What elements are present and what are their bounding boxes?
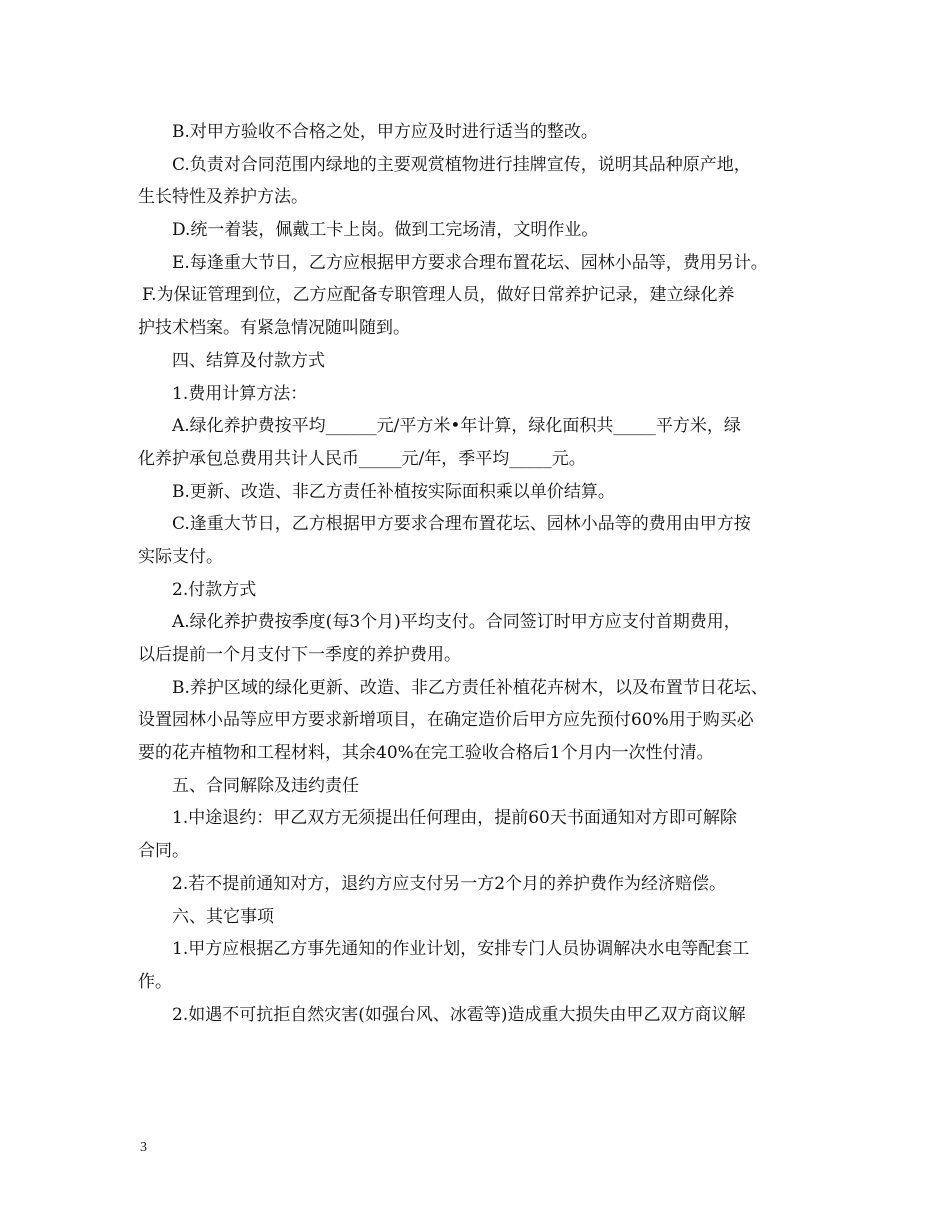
- text-line: A.绿化养护费按平均______元/平方米•年计算，绿化面积共_____平方米，绿: [172, 416, 741, 437]
- text-line: 1.甲方应根据乙方事先通知的作业计划，安排专门人员协调解决水电等配套工: [172, 939, 750, 960]
- text-line: 2.如遇不可抗拒自然灾害(如强台风、冰雹等)造成重大损失由甲乙双方商议解: [172, 1004, 746, 1025]
- subsection-heading: 1.费用计算方法：: [172, 383, 308, 404]
- text-line: D.统一着装，佩戴工卡上岗。做到工完场清，文明作业。: [172, 220, 599, 241]
- text-line: 1.中途退约：甲乙双方无须提出任何理由，提前60天书面通知对方即可解除: [172, 808, 737, 829]
- text-line: 以后提前一个月支付下一季度的养护费用。: [138, 645, 461, 665]
- body-text: [138, 116, 828, 1031]
- section-heading: 六、其它事项: [172, 906, 274, 927]
- text-line: 合同。: [138, 841, 189, 862]
- text-line: C.负责对合同范围内绿地的主要观赏植物进行挂牌宣传，说明其品种原产地，: [172, 154, 751, 175]
- text-line: B.养护区域的绿化更新、改造、非乙方责任补植花卉树木，以及布置节日花坛、: [172, 677, 768, 698]
- text-line: 设置园林小品等应甲方要求新增项目，在确定造价后甲方应先预付60%用于购买必: [138, 710, 754, 731]
- page-number: 3: [140, 1140, 147, 1155]
- text-line: 化养护承包总费用共计人民币_____元/年，季平均_____元。: [138, 448, 586, 469]
- text-line: F.为保证管理到位，乙方应配备专职管理人员，做好日常养护记录，建立绿化养: [142, 285, 735, 306]
- text-line: B.对甲方验收不合格之处，甲方应及时进行适当的整改。: [172, 122, 598, 142]
- section-heading: 四、结算及付款方式: [172, 350, 325, 371]
- text-line: A.绿化养护费按季度(每3个月)平均支付。合同签订时甲方应支付首期费用，: [172, 612, 741, 633]
- text-line: 生长特性及养护方法。: [138, 187, 308, 208]
- subsection-heading: 2.付款方式: [172, 579, 257, 600]
- text-line: 作。: [138, 971, 172, 992]
- text-line: E.每逢重大节日，乙方应根据甲方要求合理布置花坛、园林小品等，费用另计。: [172, 252, 768, 273]
- text-line: 实际支付。: [138, 546, 223, 567]
- text-line: C.逢重大节日，乙方根据甲方要求合理布置花坛、园林小品等的费用由甲方按: [172, 514, 751, 535]
- text-line: 要的花卉植物和工程材料，其余40%在完工验收合格后1个月内一次性付清。: [138, 743, 714, 764]
- text-line: 护技术档案。有紧急情况随叫随到。: [138, 318, 410, 339]
- text-line: 2.若不提前通知对方，退约方应支付另一方2个月的养护费作为经济赔偿。: [172, 873, 727, 894]
- text-line: B.更新、改造、非乙方责任补植按实际面积乘以单价结算。: [172, 481, 615, 502]
- section-heading: 五、合同解除及违约责任: [172, 775, 359, 796]
